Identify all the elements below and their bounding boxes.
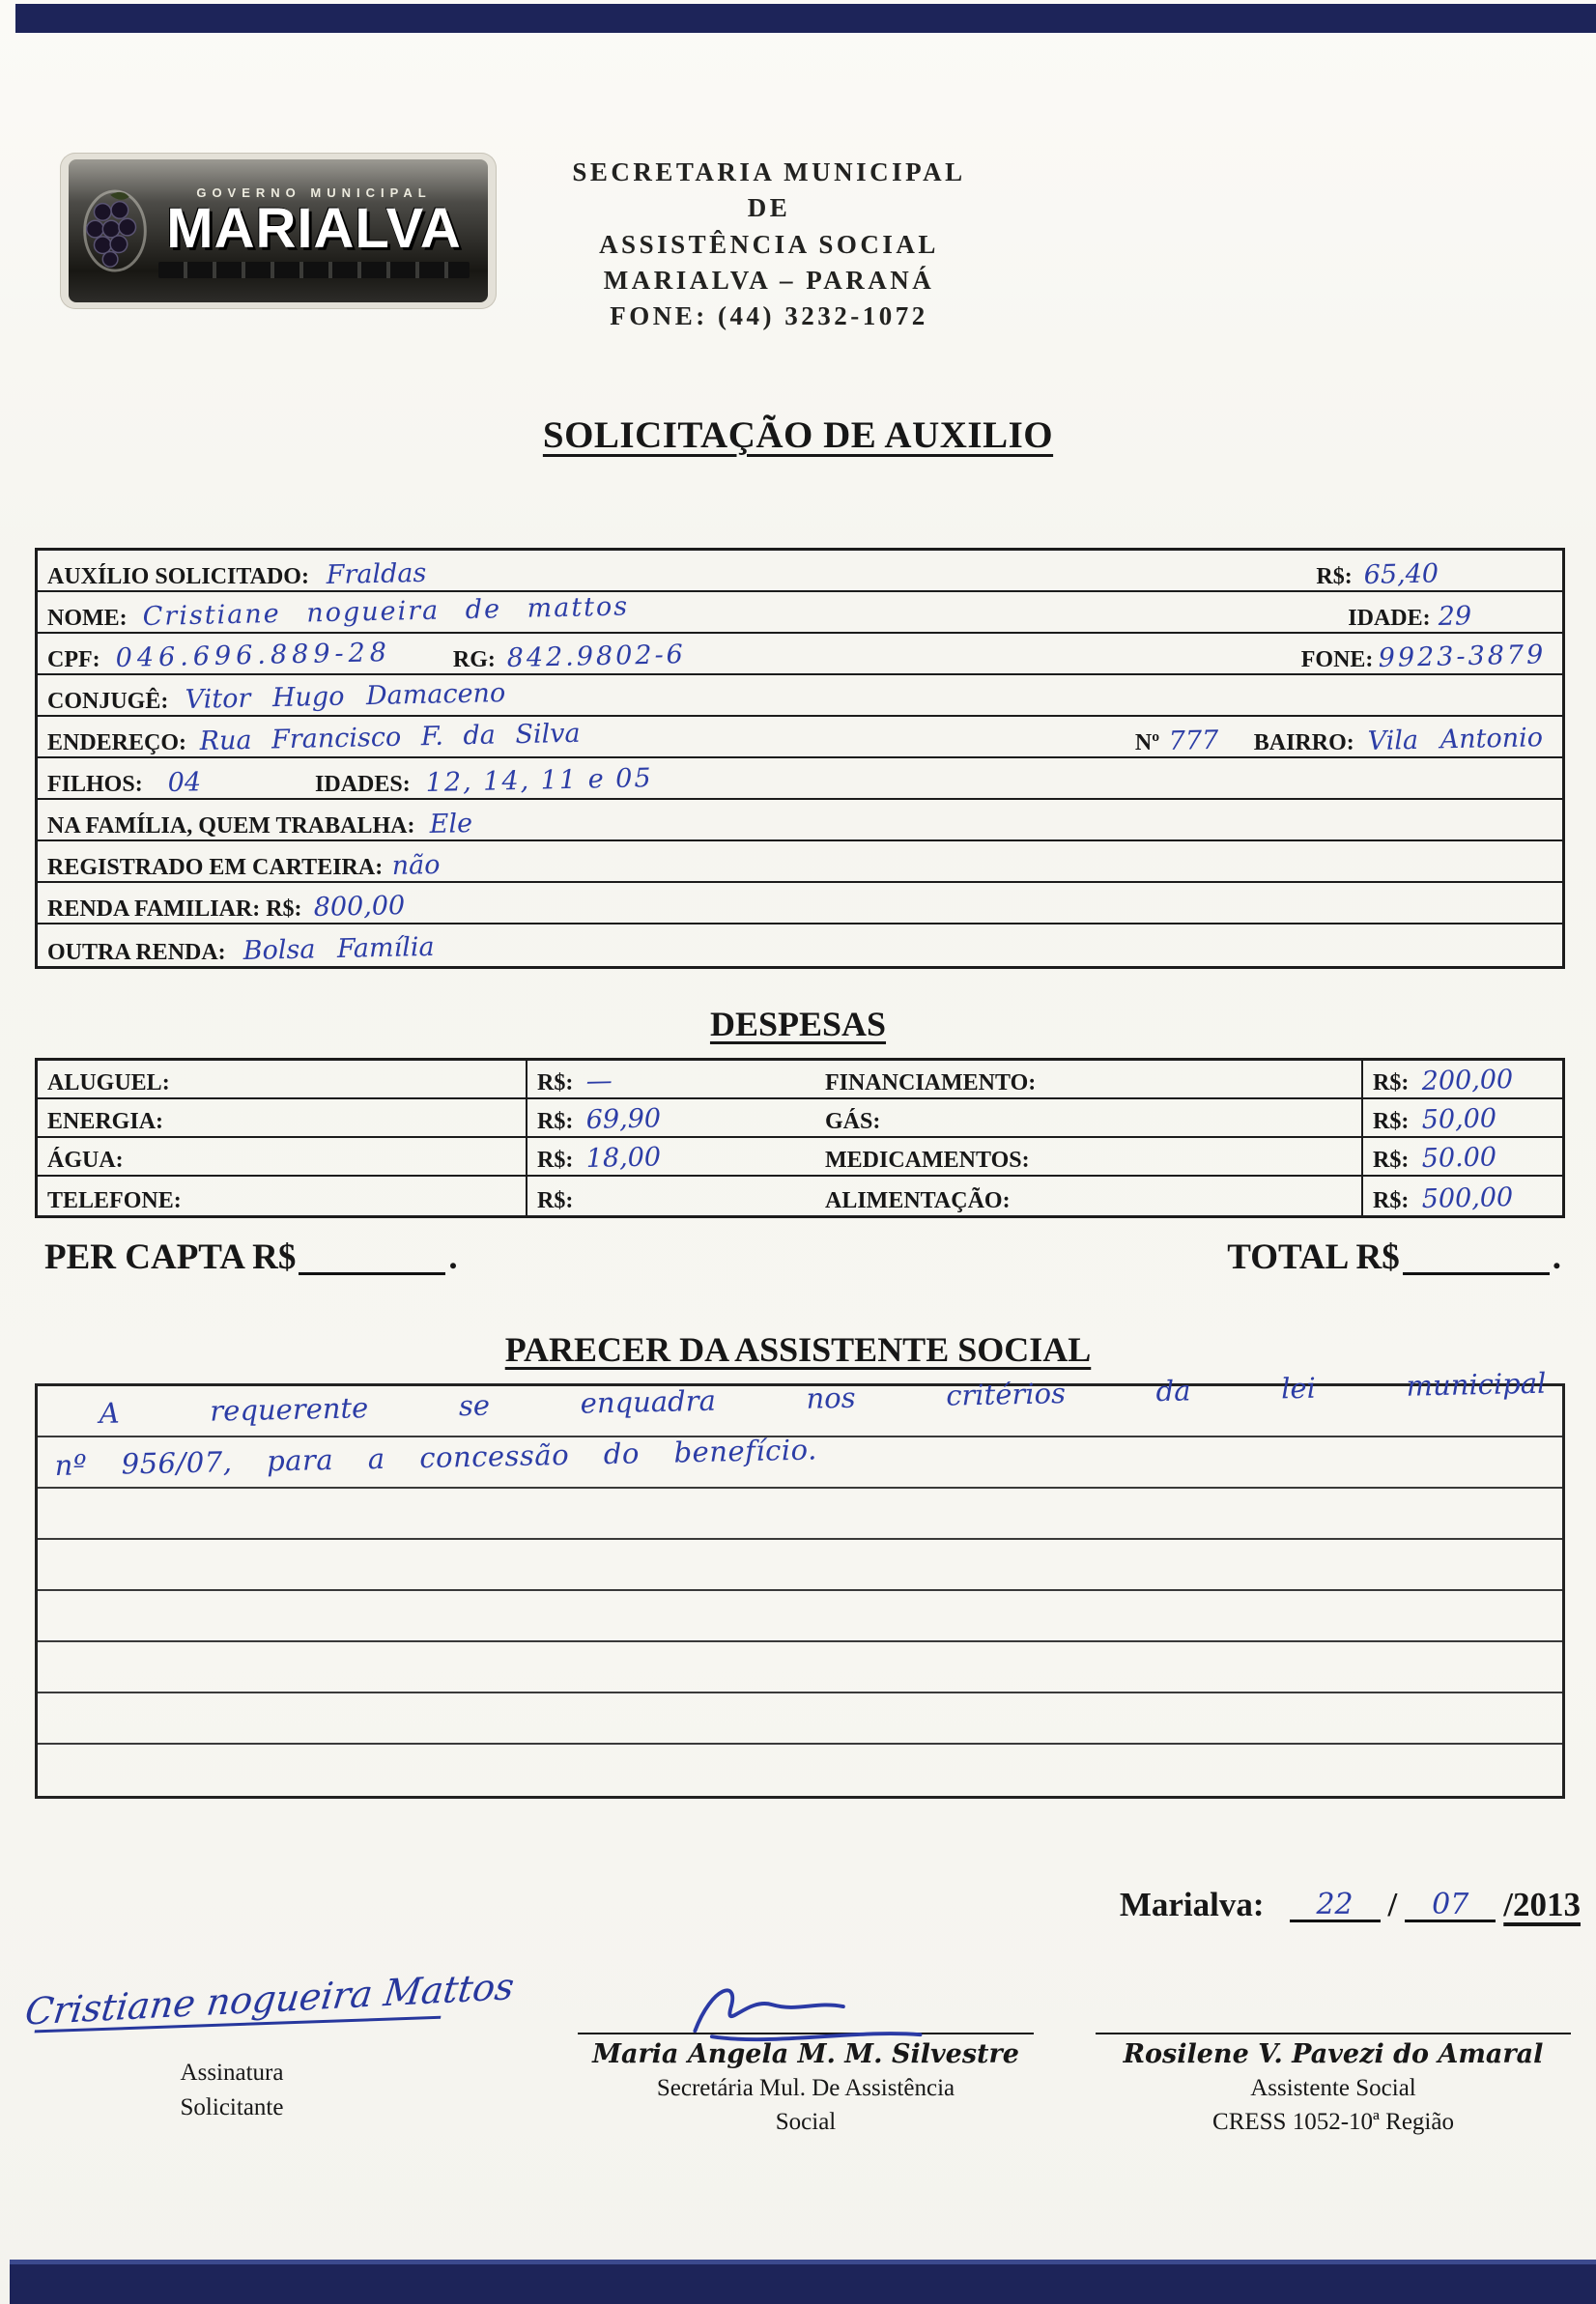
secretaria-title-1: Secretária Mul. De Assistência <box>656 2074 955 2101</box>
per-capta-label: PER CAPTA R$ <box>44 1237 297 1278</box>
org-line-4: MARIALVA – PARANÁ <box>603 265 935 295</box>
despesas-title: DESPESAS <box>709 1005 887 1044</box>
despesas-row-agua <box>38 1138 1562 1177</box>
financiamento-value: 200,00 <box>1421 1065 1514 1097</box>
month-blank <box>1405 1882 1496 1922</box>
form-row-carteira <box>38 841 1562 883</box>
despesas-row-aluguel <box>38 1061 1562 1099</box>
valor-rs-value: 65,40 <box>1363 558 1439 591</box>
form-row-nome <box>38 592 1562 634</box>
secretaria-signature-line <box>578 2033 1034 2034</box>
form-row-endereco <box>38 717 1562 758</box>
agua-value: 18,00 <box>585 1142 662 1175</box>
org-line-2: DE <box>747 193 791 223</box>
idades-label: IDADES: <box>315 772 411 798</box>
filhos-value: 04 <box>167 767 202 799</box>
medicamentos-label: MEDICAMENTOS: <box>825 1148 1030 1174</box>
solicitante-label: Solicitante <box>180 2093 284 2120</box>
rs-label: R$: <box>537 1070 574 1096</box>
rs-label: R$: <box>537 1109 574 1135</box>
medicamentos-value: 50.00 <box>1421 1142 1497 1175</box>
rg-value: 842.9802-6 <box>506 640 687 674</box>
despesas-row-telefone <box>38 1177 1562 1215</box>
form-row-renda <box>38 883 1562 924</box>
renda-label: RENDA FAMILIAR: R$: <box>47 896 302 923</box>
assinatura-label: Assinatura <box>180 2060 284 2087</box>
assistente-cress: CRESS 1052-10ª Região <box>1212 2109 1454 2136</box>
cpf-label: CPF: <box>47 647 100 673</box>
form-row-cpf <box>38 634 1562 675</box>
idade-value: 29 <box>1438 601 1472 633</box>
form-row-conjuge <box>38 675 1562 717</box>
filhos-label: FILHOS: <box>47 772 143 798</box>
request-form <box>35 548 1565 969</box>
secretaria-title-2: Social <box>775 2109 837 2136</box>
gas-value: 50,00 <box>1421 1103 1497 1136</box>
carteira-label: REGISTRADO EM CARTEIRA: <box>47 855 384 881</box>
form-row-trabalha <box>38 800 1562 841</box>
numero-label: Nº <box>1134 730 1160 756</box>
secretaria-signature-block <box>578 2015 1034 2139</box>
agua-value-cell <box>526 1138 815 1175</box>
gas-value-cell <box>1361 1099 1562 1136</box>
logo-plate <box>69 159 488 302</box>
page-title: SOLICITAÇÃO DE AUXILIO <box>542 414 1054 457</box>
parecer-line-5 <box>38 1591 1562 1642</box>
energia-value: 69,90 <box>585 1103 662 1136</box>
telefone-value-cell <box>526 1177 815 1215</box>
parecer-handwriting-1: A requerente se enquadra nos critérios da lei municipal <box>99 1366 1547 1431</box>
assistente-title: Assistente Social <box>1250 2074 1416 2101</box>
despesas-row-energia <box>38 1099 1562 1138</box>
solicitante-signature: Cristiane nogueira Mattos <box>22 1965 517 2034</box>
form-row-auxilio <box>38 551 1562 592</box>
numero-value: 777 <box>1168 725 1219 757</box>
rs-label: R$: <box>537 1148 574 1174</box>
energia-label: ENERGIA: <box>47 1109 164 1135</box>
org-line-5: FONE: (44) 3232-1072 <box>610 301 928 330</box>
org-line-3: ASSISTÊNCIA SOCIAL <box>599 229 939 259</box>
parecer-line-7 <box>38 1693 1562 1745</box>
idades-value: 12, 14, 11 e 05 <box>425 763 653 799</box>
document-header <box>0 0 1596 334</box>
parecer-line-1 <box>38 1366 1562 1437</box>
nome-value: Cristiane nogueira de mattos <box>142 591 630 633</box>
rs-label: R$: <box>1373 1188 1410 1214</box>
agua-label: ÁGUA: <box>47 1148 124 1174</box>
endereco-label: ENDEREÇO: <box>47 730 187 756</box>
parecer-line-2 <box>38 1433 1562 1489</box>
medicamentos-value-cell <box>1361 1138 1562 1175</box>
aluguel-value: — <box>585 1066 613 1097</box>
assistente-name: Rosilene V. Pavezi do Amaral <box>1123 2039 1544 2070</box>
parecer-handwriting-2: nº 956/07, para a concessão do benefício. <box>54 1433 818 1483</box>
auxilio-value: Fraldas <box>326 558 427 591</box>
financiamento-value-cell <box>1361 1061 1562 1097</box>
auxilio-label: AUXÍLIO SOLICITADO: <box>47 564 309 590</box>
logo-governo-text: GOVERNO MUNICIPAL <box>196 185 432 201</box>
city-label: Marialva: <box>1119 1885 1265 1923</box>
gas-label: GÁS: <box>825 1109 881 1135</box>
logo-banner-strip <box>158 262 470 278</box>
rg-label: RG: <box>452 647 496 673</box>
rs-label: R$: <box>537 1188 574 1214</box>
rs-label: R$: <box>1373 1070 1410 1096</box>
rs-label: R$: <box>1373 1148 1410 1174</box>
outra-renda-label: OUTRA RENDA: <box>47 940 226 966</box>
assistente-signature-block <box>1096 2015 1571 2139</box>
aluguel-label: ALUGUEL: <box>47 1070 170 1096</box>
nome-label: NOME: <box>47 606 128 632</box>
conjuge-value: Vitor Hugo Damaceno <box>185 678 506 716</box>
assistente-signature-line <box>1096 2033 1571 2034</box>
solicitante-signature-block <box>22 1965 517 2124</box>
renda-value: 800,00 <box>312 891 406 924</box>
per-capta-dot: . <box>448 1237 458 1278</box>
rs-label: R$: <box>1373 1109 1410 1135</box>
fone-value: 9923-3879 <box>1378 640 1548 674</box>
logo-marialva-text: MARIALVA <box>166 197 462 261</box>
total-dot: . <box>1552 1237 1561 1278</box>
parecer-line-3 <box>38 1489 1562 1540</box>
per-capta-blank <box>299 1242 445 1275</box>
scan-border-top <box>15 4 1596 33</box>
bairro-label: BAIRRO: <box>1253 730 1354 756</box>
parecer-line-4 <box>38 1540 1562 1591</box>
parecer-title: PARECER DA ASSISTENTE SOCIAL <box>504 1330 1092 1370</box>
trabalha-label: NA FAMÍLIA, QUEM TRABALHA: <box>47 813 415 839</box>
fone-label: FONE: <box>1300 647 1374 673</box>
date-slash: / <box>1387 1885 1398 1923</box>
marialva-logo <box>60 153 497 309</box>
date-line <box>0 1882 1581 1922</box>
parecer-line-6 <box>38 1642 1562 1693</box>
alimentacao-value: 500,00 <box>1421 1182 1514 1215</box>
bairro-value: Vila Antonio <box>1367 723 1544 757</box>
form-row-filhos <box>38 758 1562 800</box>
alimentacao-label: ALIMENTAÇÃO: <box>825 1188 1011 1214</box>
parecer-box <box>35 1366 1565 1799</box>
day-blank <box>1290 1882 1381 1922</box>
despesas-table <box>35 1058 1565 1218</box>
totals-row <box>44 1237 1561 1278</box>
outra-renda-value: Bolsa Família <box>242 932 435 967</box>
logo-texts <box>152 185 476 277</box>
year-label: /2013 <box>1503 1885 1581 1923</box>
signature-section <box>22 1965 1571 2139</box>
total-blank <box>1403 1242 1550 1275</box>
secretaria-name: Maria Angela M. M. Silvestre <box>592 2039 1019 2070</box>
valor-rs-label: R$: <box>1316 564 1353 590</box>
telefone-label: TELEFONE: <box>47 1188 182 1214</box>
aluguel-value-cell <box>526 1061 815 1097</box>
grapes-icon <box>78 187 152 274</box>
day-value: 22 <box>1316 1888 1354 1922</box>
cpf-value: 046.696.889-28 <box>115 638 391 674</box>
month-value: 07 <box>1432 1888 1469 1922</box>
idade-label: IDADE: <box>1348 606 1431 632</box>
energia-value-cell <box>526 1099 815 1136</box>
trabalha-value: Ele <box>429 809 473 840</box>
conjuge-label: CONJUGÊ: <box>47 689 169 715</box>
financiamento-label: FINANCIAMENTO: <box>825 1070 1037 1096</box>
form-row-outra-renda <box>38 924 1562 966</box>
parecer-line-8 <box>38 1745 1562 1796</box>
carteira-value: não <box>391 850 441 882</box>
org-line-1: SECRETARIA MUNICIPAL <box>572 157 966 186</box>
endereco-value: Rua Francisco F. da Silva <box>199 719 581 757</box>
total-label: TOTAL R$ <box>1227 1237 1400 1278</box>
scan-border-bottom <box>10 2260 1596 2304</box>
alimentacao-value-cell <box>1361 1177 1562 1215</box>
org-header <box>524 155 1014 334</box>
